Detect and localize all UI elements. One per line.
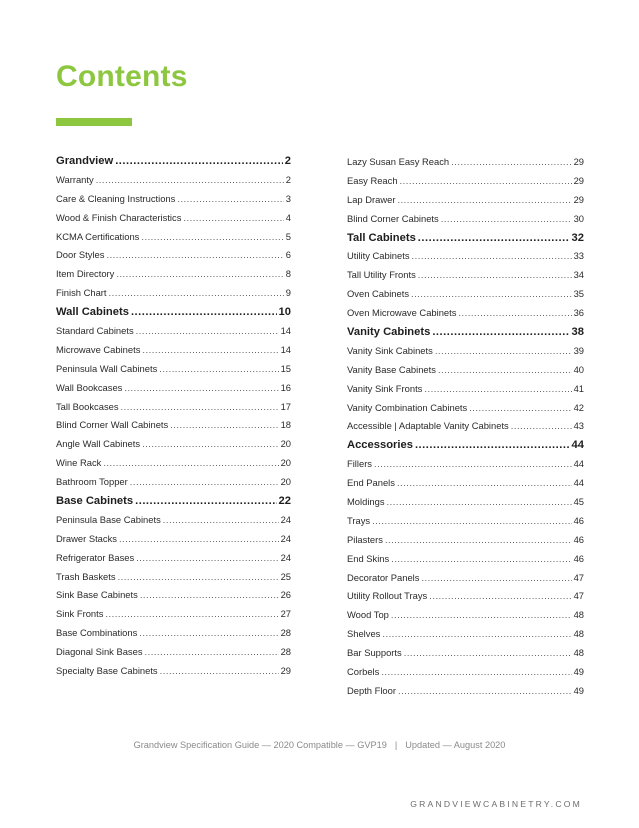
toc-entry-page-number: 46 <box>573 514 584 526</box>
toc-entry-label: Door Styles <box>56 249 105 261</box>
toc-entry-page-number: 49 <box>573 684 584 696</box>
dot-leader <box>421 569 571 588</box>
website-link[interactable]: GRANDVIEWCABINETRY.COM <box>410 799 582 809</box>
toc-entry-page-number: 48 <box>573 609 584 621</box>
toc-section-heading[interactable] <box>347 323 584 342</box>
toc-entry[interactable] <box>347 361 584 380</box>
toc-entry-label: Wood & Finish Characteristics <box>56 211 182 223</box>
dot-leader <box>451 153 571 172</box>
toc-entry-label: Vanity Sink Fronts <box>347 382 423 394</box>
toc-entry[interactable] <box>347 682 584 701</box>
toc-entry-page-number: 29 <box>573 156 584 167</box>
dot-leader <box>118 568 279 587</box>
toc-entry-page-number: 29 <box>573 174 584 186</box>
dot-leader <box>441 210 572 229</box>
dot-leader <box>372 512 571 531</box>
toc-left-column <box>56 152 291 681</box>
toc-entry-page-number: 25 <box>280 570 291 582</box>
toc-entry[interactable] <box>56 322 291 341</box>
toc-section-heading[interactable] <box>347 229 584 248</box>
toc-entry[interactable] <box>56 398 291 417</box>
toc-section-heading[interactable] <box>56 152 291 171</box>
toc-entry-label: Depth Floor <box>347 684 396 696</box>
toc-right-column <box>347 153 584 701</box>
toc-entry-page-number: 39 <box>573 344 584 356</box>
footer <box>0 740 639 750</box>
toc-entry-label: Fillers <box>347 458 372 470</box>
toc-entry-label: Utility Rollout Trays <box>347 590 428 602</box>
dot-leader <box>106 246 283 265</box>
dot-leader <box>397 474 572 493</box>
toc-entry[interactable] <box>347 342 584 361</box>
toc-entry-label: Utility Cabinets <box>347 250 410 262</box>
dot-leader <box>374 455 572 474</box>
dot-leader <box>145 643 279 662</box>
toc-entry-label: Specialty Base Cabinets <box>56 665 158 677</box>
toc-entry-page-number: 35 <box>573 288 584 300</box>
dot-leader <box>142 341 278 360</box>
toc-entry-page-number: 42 <box>573 401 584 413</box>
dot-leader <box>511 417 572 436</box>
toc-entry-page-number: 41 <box>573 382 584 394</box>
toc-entry[interactable] <box>347 153 584 172</box>
toc-entry-page-number: 18 <box>280 419 291 431</box>
toc-entry-label: Sink Fronts <box>56 608 104 620</box>
toc-entry-page-number: 24 <box>280 532 291 544</box>
toc-entry-label: Base Combinations <box>56 627 138 639</box>
dot-leader <box>391 550 571 569</box>
toc-entry-page-number: 24 <box>280 551 291 563</box>
toc-entry-page-number: 48 <box>573 647 584 659</box>
toc-entry[interactable] <box>347 663 584 682</box>
toc-entry-label: Angle Wall Cabinets <box>56 438 141 450</box>
toc-entry[interactable] <box>56 454 291 473</box>
toc-entry-label: Peninsula Base Cabinets <box>56 513 161 525</box>
dot-leader <box>458 304 571 323</box>
toc-entry[interactable] <box>347 191 584 210</box>
dot-leader <box>124 379 278 398</box>
dot-leader <box>412 247 572 266</box>
toc-entry[interactable] <box>56 416 291 435</box>
dot-leader <box>382 625 571 644</box>
toc-entry-page-number: 34 <box>573 269 584 281</box>
toc-entry-page-number: 33 <box>573 250 584 262</box>
toc-entry-page-number: 47 <box>573 590 584 602</box>
toc-entry-label: End Skins <box>347 552 390 564</box>
dot-leader <box>391 606 572 625</box>
toc-entry[interactable] <box>347 455 584 474</box>
toc-entry-page-number: 29 <box>280 665 291 677</box>
toc-entry-page-number: 14 <box>280 343 291 355</box>
toc-entry-page-number: 15 <box>280 362 291 374</box>
dot-leader <box>415 436 570 455</box>
toc-entry[interactable] <box>56 360 291 379</box>
toc-entry-label: Wall Bookcases <box>56 381 123 393</box>
toc-entry-label: Item Directory <box>56 268 115 280</box>
toc-entry-label: Lap Drawer <box>347 193 396 205</box>
dot-leader <box>119 530 279 549</box>
toc-entry-page-number: 10 <box>278 306 291 319</box>
toc-entry-page-number: 49 <box>573 666 584 678</box>
toc-entry-label: Vanity Combination Cabinets <box>347 401 468 413</box>
toc-entry[interactable] <box>347 266 584 285</box>
toc-entry-page-number: 45 <box>573 496 584 508</box>
toc-entry[interactable] <box>347 399 584 418</box>
toc-entry[interactable] <box>56 379 291 398</box>
dot-leader <box>397 191 571 210</box>
toc-entry-label: Standard Cabinets <box>56 325 134 337</box>
dot-leader <box>103 454 278 473</box>
dot-leader <box>116 265 283 284</box>
toc-entry-page-number: 4 <box>285 211 291 223</box>
toc-entry-label: Care & Cleaning Instructions <box>56 192 176 204</box>
toc-entry[interactable] <box>347 285 584 304</box>
toc-entry-label: End Panels <box>347 477 395 489</box>
toc-entry-page-number: 3 <box>285 192 291 204</box>
toc-entry[interactable] <box>56 549 291 568</box>
page-title: Contents <box>56 60 188 93</box>
toc-entry-label: Bathroom Topper <box>56 476 128 488</box>
toc-entry[interactable] <box>56 643 291 662</box>
toc-entry[interactable] <box>56 624 291 643</box>
toc-entry-label: Refrigerator Bases <box>56 551 135 563</box>
toc-entry-page-number: 27 <box>280 608 291 620</box>
toc-entry-page-number: 46 <box>573 552 584 564</box>
toc-entry-label: Corbels <box>347 666 380 678</box>
dot-leader <box>398 682 572 701</box>
toc-entry-page-number: 14 <box>280 325 291 337</box>
toc-entry[interactable] <box>347 417 584 436</box>
toc-entry-label: Grandview <box>56 155 114 167</box>
toc-entry-label: Wood Top <box>347 609 389 621</box>
dot-leader <box>109 284 284 303</box>
toc-entry-page-number: 40 <box>573 363 584 375</box>
toc-entry-page-number: 47 <box>573 571 584 583</box>
toc-entry-label: Easy Reach <box>347 174 398 186</box>
title-underline <box>56 118 132 126</box>
toc-entry-page-number: 44 <box>573 477 584 489</box>
toc-entry[interactable] <box>56 662 291 681</box>
toc-entry[interactable] <box>347 531 584 550</box>
toc-entry-page-number: 20 <box>280 476 291 488</box>
toc-entry[interactable] <box>56 605 291 624</box>
toc-entry-page-number: 30 <box>573 212 584 224</box>
toc-entry-label: Trash Baskets <box>56 570 116 582</box>
toc-entry-label: Microwave Cabinets <box>56 343 141 355</box>
toc-entry[interactable] <box>347 569 584 588</box>
toc-entry-label: Warranty <box>56 173 94 185</box>
toc-entry[interactable] <box>347 587 584 606</box>
dot-leader <box>400 172 572 191</box>
toc-entry-page-number: 24 <box>280 513 291 525</box>
toc-section-heading[interactable] <box>56 303 291 322</box>
toc-entry-page-number: 20 <box>280 457 291 469</box>
toc-entry-label: Oven Cabinets <box>347 288 410 300</box>
toc-entry[interactable] <box>347 380 584 399</box>
toc-entry[interactable] <box>56 190 291 209</box>
dot-leader <box>139 624 278 643</box>
dot-leader <box>121 398 279 417</box>
toc-entry-page-number: 20 <box>280 438 291 450</box>
dot-leader <box>387 493 572 512</box>
toc-entry[interactable] <box>56 209 291 228</box>
toc-entry[interactable] <box>56 435 291 454</box>
toc-entry-label: Oven Microwave Cabinets <box>347 307 457 319</box>
toc-entry[interactable] <box>56 511 291 530</box>
toc-entry[interactable] <box>347 474 584 493</box>
toc-entry-label: Tall Utility Fronts <box>347 269 416 281</box>
toc-entry-page-number: 48 <box>573 628 584 640</box>
footer-guide-text: Grandview Specification Guide — 2020 Compatible — GVP19 <box>133 740 387 750</box>
toc-entry-label: Lazy Susan Easy Reach <box>347 156 450 167</box>
toc-entry-page-number: 38 <box>571 326 584 339</box>
dot-leader <box>424 380 571 399</box>
dot-leader <box>183 209 283 228</box>
toc-entry[interactable] <box>347 644 584 663</box>
toc-entry-label: Pilasters <box>347 533 383 545</box>
dot-leader <box>418 229 570 248</box>
toc-entry-page-number: 22 <box>278 495 291 508</box>
toc-entry-page-number: 6 <box>285 249 291 261</box>
toc-entry-label: Vanity Sink Cabinets <box>347 344 433 356</box>
toc-entry-page-number: 5 <box>285 230 291 242</box>
toc-entry[interactable] <box>56 341 291 360</box>
dot-leader <box>142 435 278 454</box>
toc-entry-label: Sink Base Cabinets <box>56 589 138 601</box>
dot-leader <box>130 473 279 492</box>
dot-leader <box>170 416 278 435</box>
toc-entry[interactable] <box>347 512 584 531</box>
toc-entry-page-number: 2 <box>284 155 291 167</box>
dot-leader <box>115 152 283 171</box>
toc-entry[interactable] <box>56 284 291 303</box>
toc-entry-label: Diagonal Sink Bases <box>56 646 143 658</box>
dot-leader <box>404 644 572 663</box>
dot-leader <box>438 361 572 380</box>
toc-entry-label: Drawer Stacks <box>56 532 117 544</box>
dot-leader <box>418 266 572 285</box>
dot-leader <box>141 228 283 247</box>
toc-entry[interactable] <box>56 473 291 492</box>
toc-entry[interactable] <box>56 586 291 605</box>
dot-leader <box>140 586 279 605</box>
dot-leader <box>160 662 279 681</box>
toc-entry-label: Wine Rack <box>56 457 102 469</box>
footer-updated-text: Updated — August 2020 <box>405 740 506 750</box>
toc-entry-page-number: 46 <box>573 533 584 545</box>
toc-section-heading[interactable] <box>347 436 584 455</box>
toc-entry-page-number: 36 <box>573 307 584 319</box>
toc-entry[interactable] <box>56 171 291 190</box>
toc-entry[interactable] <box>347 493 584 512</box>
toc-entry[interactable] <box>56 246 291 265</box>
toc-entry[interactable] <box>347 606 584 625</box>
toc-entry-label: Blind Corner Wall Cabinets <box>56 419 169 431</box>
dot-leader <box>135 492 276 511</box>
toc-entry-label: Base Cabinets <box>56 495 134 508</box>
toc-entry-label: Tall Cabinets <box>347 231 416 244</box>
dot-leader <box>469 399 571 418</box>
toc-entry-label: Peninsula Wall Cabinets <box>56 362 158 374</box>
toc-entry-label: Vanity Cabinets <box>347 326 431 339</box>
toc-entry-label: Shelves <box>347 628 381 640</box>
toc-entry-label: KCMA Certifications <box>56 230 140 242</box>
toc-entry-page-number: 9 <box>285 287 291 299</box>
dot-leader <box>381 663 571 682</box>
toc-entry-page-number: 26 <box>280 589 291 601</box>
dot-leader <box>429 587 571 606</box>
toc-entry[interactable] <box>56 530 291 549</box>
toc-entry-label: Tall Bookcases <box>56 400 119 412</box>
toc-entry-label: Trays <box>347 514 371 526</box>
dot-leader <box>105 605 278 624</box>
toc-entry-page-number: 43 <box>573 420 584 432</box>
toc-entry-label: Moldings <box>347 496 385 508</box>
dot-leader <box>432 323 569 342</box>
dot-leader <box>136 322 279 341</box>
toc-section-heading[interactable] <box>56 492 291 511</box>
toc-entry-page-number: 2 <box>285 173 291 185</box>
toc-entry[interactable] <box>347 210 584 229</box>
toc-entry-label: Accessible | Adaptable Vanity Cabinets <box>347 420 509 432</box>
toc-entry-label: Finish Chart <box>56 287 107 299</box>
toc-entry[interactable] <box>56 568 291 587</box>
toc-entry[interactable] <box>347 172 584 191</box>
toc-entry-page-number: 44 <box>573 458 584 470</box>
toc-entry-page-number: 32 <box>571 231 584 244</box>
toc-entry-page-number: 16 <box>280 381 291 393</box>
toc-entry-label: Decorator Panels <box>347 571 420 583</box>
toc-entry[interactable] <box>347 625 584 644</box>
toc-entry-page-number: 28 <box>280 646 291 658</box>
toc-entry[interactable] <box>347 247 584 266</box>
dot-leader <box>131 303 277 322</box>
toc-entry-label: Bar Supports <box>347 647 402 659</box>
dot-leader <box>159 360 278 379</box>
toc-entry[interactable] <box>347 550 584 569</box>
toc-entry-page-number: 17 <box>280 400 291 412</box>
dot-leader <box>96 171 284 190</box>
toc-entry-label: Blind Corner Cabinets <box>347 212 439 224</box>
footer-separator: | <box>394 740 398 750</box>
dot-leader <box>385 531 572 550</box>
toc-entry-page-number: 29 <box>573 193 584 205</box>
toc-entry-page-number: 44 <box>571 439 584 452</box>
toc-entry[interactable] <box>56 265 291 284</box>
toc-entry-label: Wall Cabinets <box>56 306 129 319</box>
dot-leader <box>411 285 572 304</box>
dot-leader <box>163 511 279 530</box>
dot-leader <box>177 190 283 209</box>
toc-entry-label: Vanity Base Cabinets <box>347 363 436 375</box>
toc-entry[interactable] <box>347 304 584 323</box>
toc-entry-page-number: 8 <box>285 268 291 280</box>
toc-entry-page-number: 28 <box>280 627 291 639</box>
toc-entry-label: Accessories <box>347 439 413 452</box>
toc-entry[interactable] <box>56 228 291 247</box>
dot-leader <box>136 549 278 568</box>
dot-leader <box>435 342 572 361</box>
